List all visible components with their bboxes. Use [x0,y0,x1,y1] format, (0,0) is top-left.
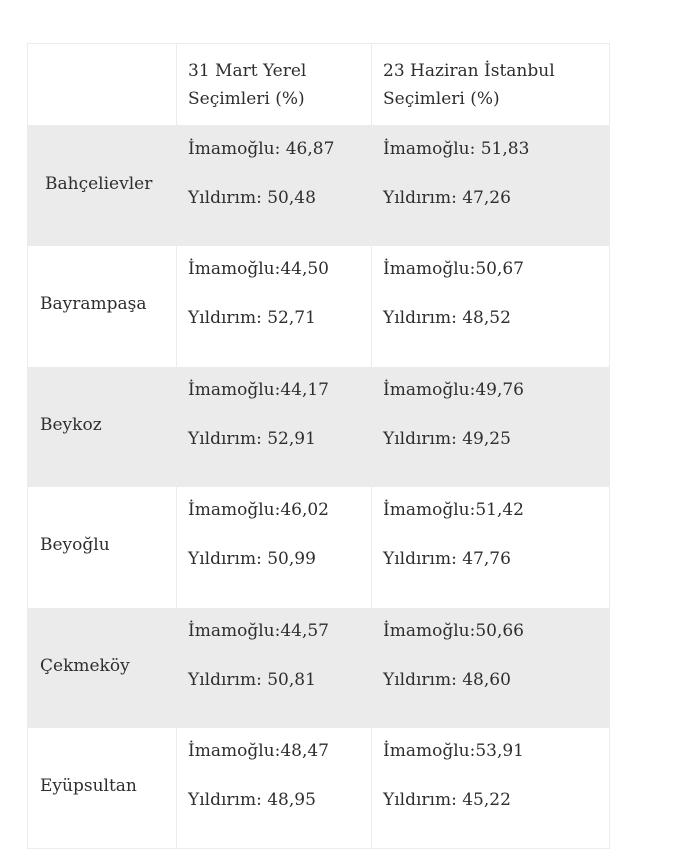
mart-results [177,487,372,608]
imamoglu-result: İmamoğlu:44,50 [188,259,329,279]
imamoglu-result: İmamoğlu:44,57 [188,620,329,641]
yildirim-result: Yıldırım: 50,48 [188,188,316,208]
mart-results [177,728,372,849]
table-row [28,126,610,247]
yildirim-result: Yıldırım: 52,71 [188,308,316,328]
yildirim-result: Yıldırım: 49,25 [383,428,511,449]
yildirim-result: Yıldırım: 48,95 [188,790,316,810]
imamoglu-result: İmamoğlu:46,02 [188,500,329,520]
district-name: Çekmeköy [28,608,177,729]
header-23-haziran: 23 Haziran İstanbul Seçimleri (%) [372,44,610,126]
table-row [28,367,610,488]
imamoglu-result: İmamoğlu:48,47 [188,741,329,761]
mart-results [177,246,372,367]
yildirim-result: Yıldırım: 45,22 [383,790,511,810]
election-results-table [27,43,610,849]
imamoglu-result: İmamoğlu: 51,83 [383,139,530,159]
mart-results [177,126,372,247]
table-row [28,487,610,608]
yildirim-result: Yıldırım: 48,60 [383,669,511,690]
mart-results [177,367,372,488]
district-name: Eyüpsultan [28,728,177,849]
header-row [28,44,610,126]
haziran-results [372,728,610,849]
table-row [28,246,610,367]
haziran-results [372,487,610,608]
yildirim-result: Yıldırım: 52,91 [188,428,316,449]
district-name: Beykoz [28,367,177,488]
imamoglu-result: İmamoğlu:53,91 [383,741,524,761]
header-31-mart: 31 Mart Yerel Seçimleri (%) [177,44,372,126]
yildirim-result: Yıldırım: 47,26 [383,188,511,208]
imamoglu-result: İmamoğlu:50,67 [383,259,524,279]
header-district [28,44,177,126]
district-name: Bayrampaşa [28,246,177,367]
table-row [28,728,610,849]
imamoglu-result: İmamoğlu:44,17 [188,379,329,400]
haziran-results [372,246,610,367]
mart-results [177,608,372,729]
yildirim-result: Yıldırım: 48,52 [383,308,511,328]
haziran-results [372,608,610,729]
haziran-results [372,367,610,488]
yildirim-result: Yıldırım: 47,76 [383,549,511,569]
imamoglu-result: İmamoğlu:49,76 [383,379,524,400]
yildirim-result: Yıldırım: 50,99 [188,549,316,569]
district-name: Bahçelievler [28,126,177,247]
imamoglu-result: İmamoğlu:50,66 [383,620,524,641]
table-row [28,608,610,729]
district-name: Beyoğlu [28,487,177,608]
haziran-results [372,126,610,247]
imamoglu-result: İmamoğlu:51,42 [383,500,524,520]
imamoglu-result: İmamoğlu: 46,87 [188,139,335,159]
yildirim-result: Yıldırım: 50,81 [188,669,316,690]
